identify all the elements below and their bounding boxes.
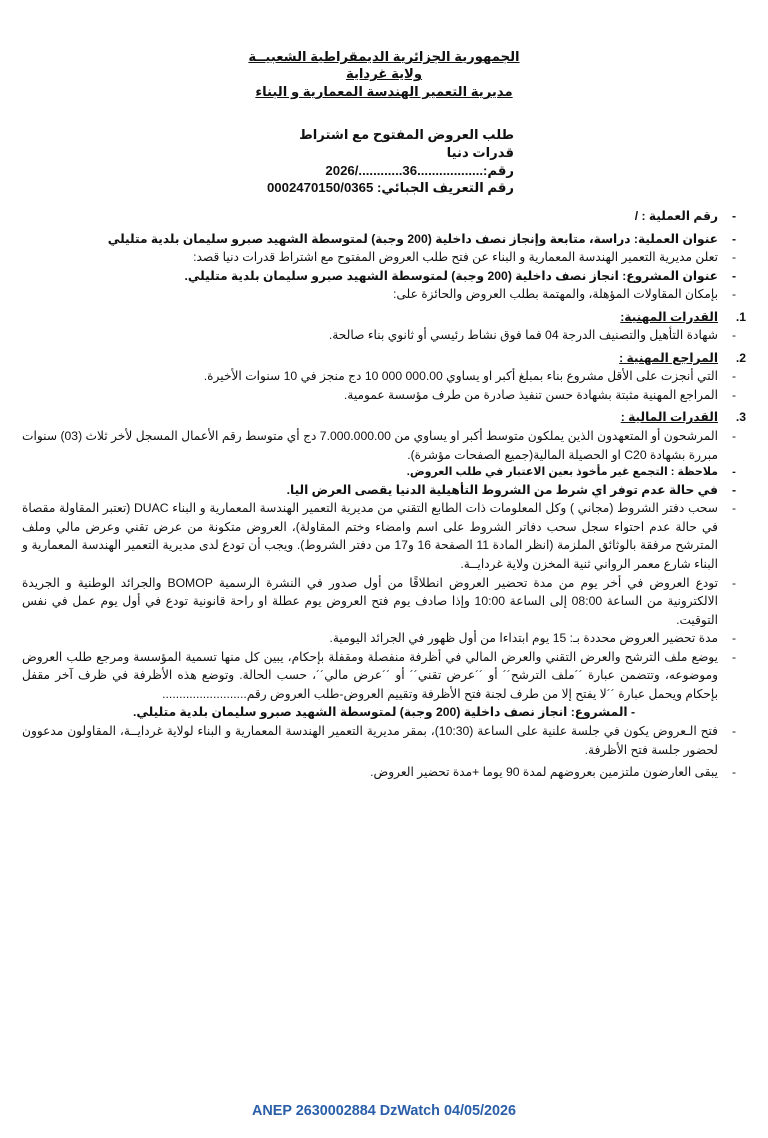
directorate-title: مديرية التعمير الهندسة المعمارية و البناء [255,83,513,99]
project-title: - عنوان المشروع: انجاز نصف داخلية (200 وجبة) لمتوسطة الشهيد صبرو سليمان بلدية متليلي. [184,268,737,283]
minimum-requirements-note: - في حالة عدم توفر اي شرط من الشروط التأهيلية الدنيا يقصى العرض اليا. [286,482,737,497]
project-centered-line: - المشروع: انجاز نصف داخلية (200 وجبة) لمتوسطة الشهيد صبرو سليمان بلدية متليلي. [132,705,636,720]
wilaya-title: ولاية غرداية [345,66,423,82]
tender-title: طلب العروض المفتوح مع اشتراط قدرات دنيا [299,127,514,160]
envelopes-paragraph: - يوضع ملف الترشح والعرض التقني والعرض المالي في أظرفة منفصلة ومقفلة بإحكام، يبين كل منها تسمية المؤسسة ومرجع طلب العروض وموضوعه، وتتضمن عبارة ´´ملف الترشح´´ أو ´´عرض تقني´´ أو ´´عرض مالي´´، حسب الحالة. وتوضع هذه الأظرفة في ظرف آخر مقفل بإحكام ويحمل عبارة ´´لا يفتح إلا من طرف لجنة فتح الأظرفة وتقييم العروض-طلب العروض رقم......................... [22,649,737,701]
republic-title: الجمهورية الجزائرية الديمقراطية الشعبيــة [248,49,520,64]
duration-paragraph: - مدة تحضير العروض محددة بـ: 15 يوم ابتداءا من أول ظهور في الجرائد اليومية. [329,631,737,646]
section-professional-references: 2. المراجع المهنية : [619,350,746,365]
references-item-1: - التي أنجزت على الأقل مشروع بناء بمبلغ أكبر او يساوي 000.00 000 10 دج منجز في 10 سنوات الأخيرة. [203,369,737,384]
section-financial-capacity: 3. القدرات المالية : [620,410,746,425]
tax-id: رقم التعريف الجبائي: 0002470150/0365 [266,180,514,196]
references-item-2: - المراجع المهنية مثبتة بشهادة حسن تنفيذ صادرة من طرف مؤسسة عمومية. [343,387,737,402]
financial-item: - المرشحون أو المتعهدون الذين يملكون متوسط أكبر او يساوي من 7.000.000.00 دج أي متوسط رقم الأعمال المسجل لأخر ثلاث (03) سنوات مبررة بشهادة C20 او الحصيلة المالية(جميع الصفحات مؤشرة). [22,429,737,462]
letterhead [22,48,746,100]
document-body [22,207,746,782]
tender-number: رقم:..................36............/2026 [325,162,514,178]
grouping-note: - ملاحظة : التجمع غير مأخوذ بعين الاعتبار في طلب العروض. [406,466,736,479]
announcement: - تعلن مديرية التعمير الهندسة المعمارية و البناء عن فتح طلب العروض المفتوح مع اشتراط قدرات دنيا قصد: [193,250,737,265]
professional-capacity-item: - شهادة التأهيل والتصنيف الدرجة 04 فما فوق نشاط رئيسي أو ثانوي بناء صالحة. [328,328,737,343]
withdrawal-paragraph: - سحب دفتر الشروط (مجاني ) وكل المعلومات ذات الطابع التقني من مديرية التعمير الهندسة المعمارية و البناء DUAC (تعتبر المقاولة مقصاة في حالة عدم احتواء سجل سحب دفاتر الشروط على اسم وامضاء وختم المقاولة)، العروض متكونة من عرض تقني وعرض مالي وملف المترشح مرفقة بالوثائق الملزمة (انظر المادة 11 الصفحة 16 و17 من دفتر الشروط). ويجب أن تودع لدى مديرية التعمير الهندسة المعمارية و البناء شارع معمر الرواني ثنية المخزن ولاية غردايــة. [22,501,737,572]
section-professional-capacity: 1. القدرات المهنية: [620,309,746,324]
validity-paragraph: - يبقى العارضون ملتزمين بعروضهم لمدة 90 يوما +مدة تحضير العروض. [370,765,737,780]
tender-block [22,126,746,197]
operation-number: - رقم العملية : / [634,209,737,224]
opening-paragraph: - فتح الـعروض يكون في جلسة علنية على الساعة (10:30)، بمقر مديرية التعمير الهندسة المعمارية و البناء لولاية غردايــة، المقاولون مدعوون لحضور جلسة فتح الأظرفة. [22,723,737,757]
document [22,48,746,782]
eligibility-intro: - بإمكان المقاولات المؤهلة، والمهتمة بطلب العروض والحائزة على: [393,287,737,302]
operation-title: - عنوان العملية: دراسة، متابعة وإنجاز نصف داخلية (200 وجبة) لمتوسطة الشهيد صبرو سليمان بلدية متليلي [107,231,737,246]
anep-footer: ANEP 2630002884 DzWatch 04/05/2026 [252,1103,516,1119]
deposit-paragraph: - تودع العروض في أخر يوم من مدة تحضير العروض انطلاقًا من أول صدور في النشرة الرسمية BOMOP والجرائد الوطنية و الجريدة الالكترونية من الساعة 08:00 إلى الساعة 10:00 وإذا صادف يوم فتح العروض يوم عطلة او راحة قانونية تودع في أول يوم عمل في نفس التوقيت. [22,575,737,627]
